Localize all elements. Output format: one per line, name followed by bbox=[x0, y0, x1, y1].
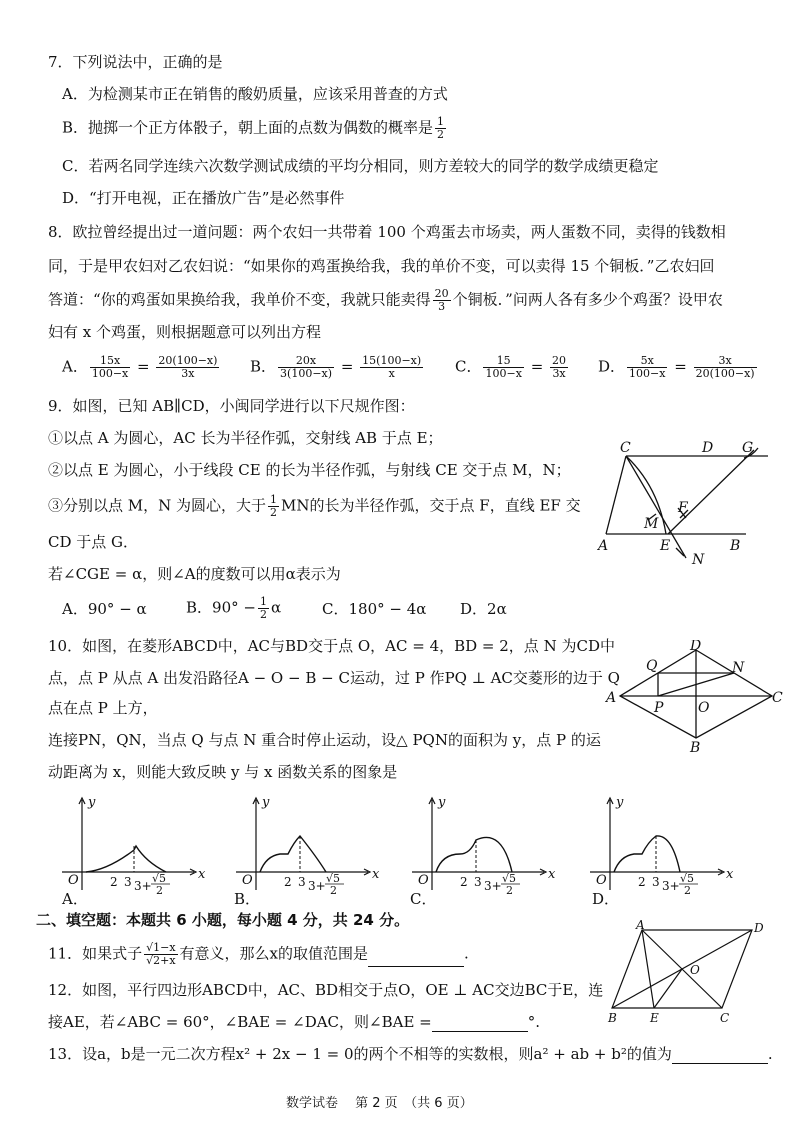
label-c: C bbox=[620, 440, 631, 456]
answer-blank[interactable] bbox=[368, 948, 464, 967]
line-eg bbox=[668, 450, 754, 534]
answer-blank[interactable] bbox=[432, 1013, 528, 1032]
label-p: P bbox=[654, 700, 664, 716]
tick-3: 3 bbox=[652, 875, 660, 889]
q7-option-a: A．为检测某市正在销售的酸奶质量，应该采用普查的方式 bbox=[62, 85, 448, 103]
tick-2: 2 bbox=[110, 875, 118, 889]
label-a: A bbox=[598, 538, 609, 554]
ray-ce bbox=[626, 456, 686, 558]
q9-option-b: B．90° − $\frac{1}{2}$ α bbox=[186, 595, 282, 621]
y-label: y bbox=[616, 795, 624, 810]
label-b: B bbox=[730, 538, 741, 554]
tick-3-plus: 3+ bbox=[134, 879, 152, 893]
tick-3-plus: 3+ bbox=[662, 879, 680, 893]
graph-option-c bbox=[398, 794, 558, 894]
graph-choice-b: B． bbox=[234, 890, 261, 908]
graph-option-d bbox=[576, 794, 736, 894]
label-c: C bbox=[720, 1011, 730, 1025]
q8-line-3: 答道：“你的鸡蛋如果换给我，我单价不变，我就只能卖得 $\frac{20}{3}$ 个铜板．”问两人各有多少个鸡蛋？设甲农 bbox=[48, 287, 723, 313]
q12-figure bbox=[604, 920, 774, 1028]
y-label: y bbox=[262, 795, 270, 810]
q10-line-3: 点在点 P 上方， bbox=[48, 699, 158, 717]
graph-choice-a: A． bbox=[62, 890, 88, 908]
tick-sqrt5: √5 bbox=[326, 872, 341, 885]
tick-denominator: 2 bbox=[506, 884, 513, 894]
q9-option-c: C．180° − 4α bbox=[322, 600, 427, 618]
q7-stem: 7．下列说法中，正确的是 bbox=[48, 53, 223, 71]
q7-option-c: C．若两名同学连续六次数学测试成绩的平均分相同，则方差较大的同学的数学成绩更稳定 bbox=[62, 157, 659, 175]
label-a: A bbox=[636, 920, 645, 932]
q7-option-b bbox=[62, 116, 448, 141]
section-heading: 二、填空题：本题共 6 小题，每小题 4 分，共 24 分。 bbox=[36, 911, 410, 929]
q7-option-b-text: B．抛掷一个正方体骰子，朝上面的点数为偶数的概率是 bbox=[62, 118, 434, 137]
q10-line-5: 动距离为 x，则能大致反映 y 与 x 函数关系的图象是 bbox=[48, 763, 398, 781]
q9-line-3: ②以点 E 为圆心，小于线段 CE 的长为半径作弧，与射线 CE 交于点 M，N； bbox=[48, 461, 571, 479]
x-label: x bbox=[548, 867, 556, 882]
q8-option-d: D． $\frac{5x}{100-x}$ = $\frac{3x}{20(100-x)}$ bbox=[598, 354, 755, 380]
q9-line-4: ③分别以点 M，N 为圆心，大于 $\frac{1}{2}$ MN的长为半径作弧，交于点 F，直线 EF 交 bbox=[48, 493, 581, 519]
x-label: x bbox=[372, 867, 380, 882]
q9-option-a: A．90° − α bbox=[62, 600, 147, 618]
label-e: E bbox=[660, 538, 671, 554]
q8-line-1: 8．欧拉曾经提出过一道问题：两个农妇一共带着 100 个鸡蛋去市场卖，两人蛋数不同，卖得的钱数相 bbox=[48, 223, 726, 241]
origin-label: O bbox=[418, 873, 429, 888]
q12-line-1: 12．如图，平行四边形ABCD中，AC、BD相交于点O，OE ⊥ AC交边BC于E，连 bbox=[48, 981, 604, 999]
tick-denominator: 2 bbox=[156, 884, 163, 894]
label-n: N bbox=[692, 552, 705, 568]
curve bbox=[260, 836, 326, 872]
label-q: Q bbox=[646, 658, 658, 674]
tick-2: 2 bbox=[638, 875, 646, 889]
q11-line: 11．如果式子 $\frac{√1-x}{√2+x}$ 有意义，那么x的取值范围是 . bbox=[48, 941, 469, 967]
q8-option-a: A． $\frac{15x}{100-x}$ = $\frac{20(100-x)}{3x}$ bbox=[62, 354, 218, 380]
label-o: O bbox=[698, 700, 710, 716]
tick-3: 3 bbox=[298, 875, 306, 889]
label-f: F bbox=[678, 500, 688, 516]
label-m: M bbox=[644, 516, 659, 532]
graph-choice-d: D． bbox=[592, 890, 620, 908]
graph-option-b bbox=[222, 794, 382, 894]
q10-line-2: 点，点 P 从点 A 出发沿路径A − O − B − C运动，过 P 作PQ ⊥ AC交菱形的边于 Q bbox=[48, 669, 620, 687]
tick-sqrt5: √5 bbox=[152, 872, 167, 885]
label-o: O bbox=[690, 963, 700, 977]
y-label: y bbox=[438, 795, 446, 810]
label-d: D bbox=[754, 921, 764, 935]
label-c: C bbox=[772, 690, 783, 706]
q10-line-1: 10．如图，在菱形ABCD中，AC与BD交于点 O，AC = 4，BD = 2，点 N 为CD中 bbox=[48, 637, 615, 655]
fraction: $\frac{√1-x}{√2+x}$ bbox=[146, 941, 176, 967]
tick-3-plus: 3+ bbox=[308, 879, 326, 893]
q12-line-2: 接AE，若∠ABC = 60°，∠BAE = ∠DAC，则∠BAE = °. bbox=[48, 1013, 541, 1031]
fraction: $\frac{20}{3}$ bbox=[434, 287, 449, 313]
q8-option-c: C． $\frac{15}{100-x}$ = $\frac{20}{3x}$ bbox=[455, 354, 567, 380]
fraction: $\frac{1}{2}$ bbox=[437, 115, 445, 141]
curve bbox=[614, 836, 680, 872]
y-label: y bbox=[88, 795, 96, 810]
graph-option-a bbox=[48, 794, 208, 894]
tick-3-plus: 3+ bbox=[484, 879, 502, 893]
label-n: N bbox=[732, 660, 745, 676]
q9-line-2: ①以点 A 为圆心，AC 长为半径作弧，交射线 AB 于点 E； bbox=[48, 429, 443, 447]
tick-denominator: 2 bbox=[684, 884, 691, 894]
label-a: A bbox=[606, 690, 617, 706]
answer-blank[interactable] bbox=[672, 1045, 768, 1064]
tick-sqrt5: √5 bbox=[502, 872, 517, 885]
tick-sqrt5: √5 bbox=[680, 872, 695, 885]
tick-denominator: 2 bbox=[330, 884, 337, 894]
tick-3: 3 bbox=[474, 875, 482, 889]
q8-line-4: 妇有 x 个鸡蛋，则根据题意可以列出方程 bbox=[48, 323, 321, 341]
q9-line-5: CD 于点 G． bbox=[48, 533, 139, 551]
q13-line: 13．设a，b是一元二次方程x² + 2x − 1 = 0的两个不相等的实数根，则a² + ab + b²的值为 . bbox=[48, 1045, 773, 1063]
q9-figure bbox=[596, 436, 776, 572]
q8-option-b: B． $\frac{20x}{3(100-x)}$ = $\frac{15(100-x)}{x}$ bbox=[250, 354, 422, 380]
label-b: B bbox=[690, 740, 701, 756]
segment-ac bbox=[606, 456, 626, 534]
origin-label: O bbox=[596, 873, 607, 888]
curve bbox=[436, 837, 512, 872]
segment-oe bbox=[654, 969, 682, 1008]
q7-option-d: D．“打开电视，正在播放广告”是必然事件 bbox=[62, 189, 345, 207]
page-footer: 数学试卷 第 2 页 （共 6 页） bbox=[286, 1096, 473, 1111]
q8-line-2: 同，于是甲农妇对乙农妇说：“如果你的鸡蛋换给我，我的单价不变，可以卖得 15 个铜板．”乙农妇回 bbox=[48, 257, 715, 275]
graph-choice-c: C． bbox=[410, 890, 437, 908]
q9-line-6: 若∠CGE = α，则∠A的度数可以用α表示为 bbox=[48, 565, 341, 583]
label-d: D bbox=[702, 440, 714, 456]
segment-ae bbox=[642, 930, 654, 1008]
q9-option-d: D．2α bbox=[460, 600, 507, 618]
tick-2: 2 bbox=[284, 875, 292, 889]
x-label: x bbox=[198, 867, 206, 882]
tick-3: 3 bbox=[124, 875, 132, 889]
label-e: E bbox=[650, 1011, 659, 1025]
x-label: x bbox=[726, 867, 734, 882]
origin-label: O bbox=[68, 873, 79, 888]
label-b: B bbox=[608, 1011, 617, 1025]
label-g: G bbox=[742, 440, 754, 456]
origin-label: O bbox=[242, 873, 253, 888]
label-d: D bbox=[690, 640, 702, 654]
q10-line-4: 连接PN，QN，当点 Q 与点 N 重合时停止运动，设△ PQN的面积为 y，点 P 的运 bbox=[48, 731, 601, 749]
tick-2: 2 bbox=[460, 875, 468, 889]
q10-figure bbox=[604, 640, 786, 756]
curve bbox=[86, 846, 166, 872]
q9-line-1: 9．如图，已知 AB∥CD，小闽同学进行以下尺规作图： bbox=[48, 397, 415, 415]
